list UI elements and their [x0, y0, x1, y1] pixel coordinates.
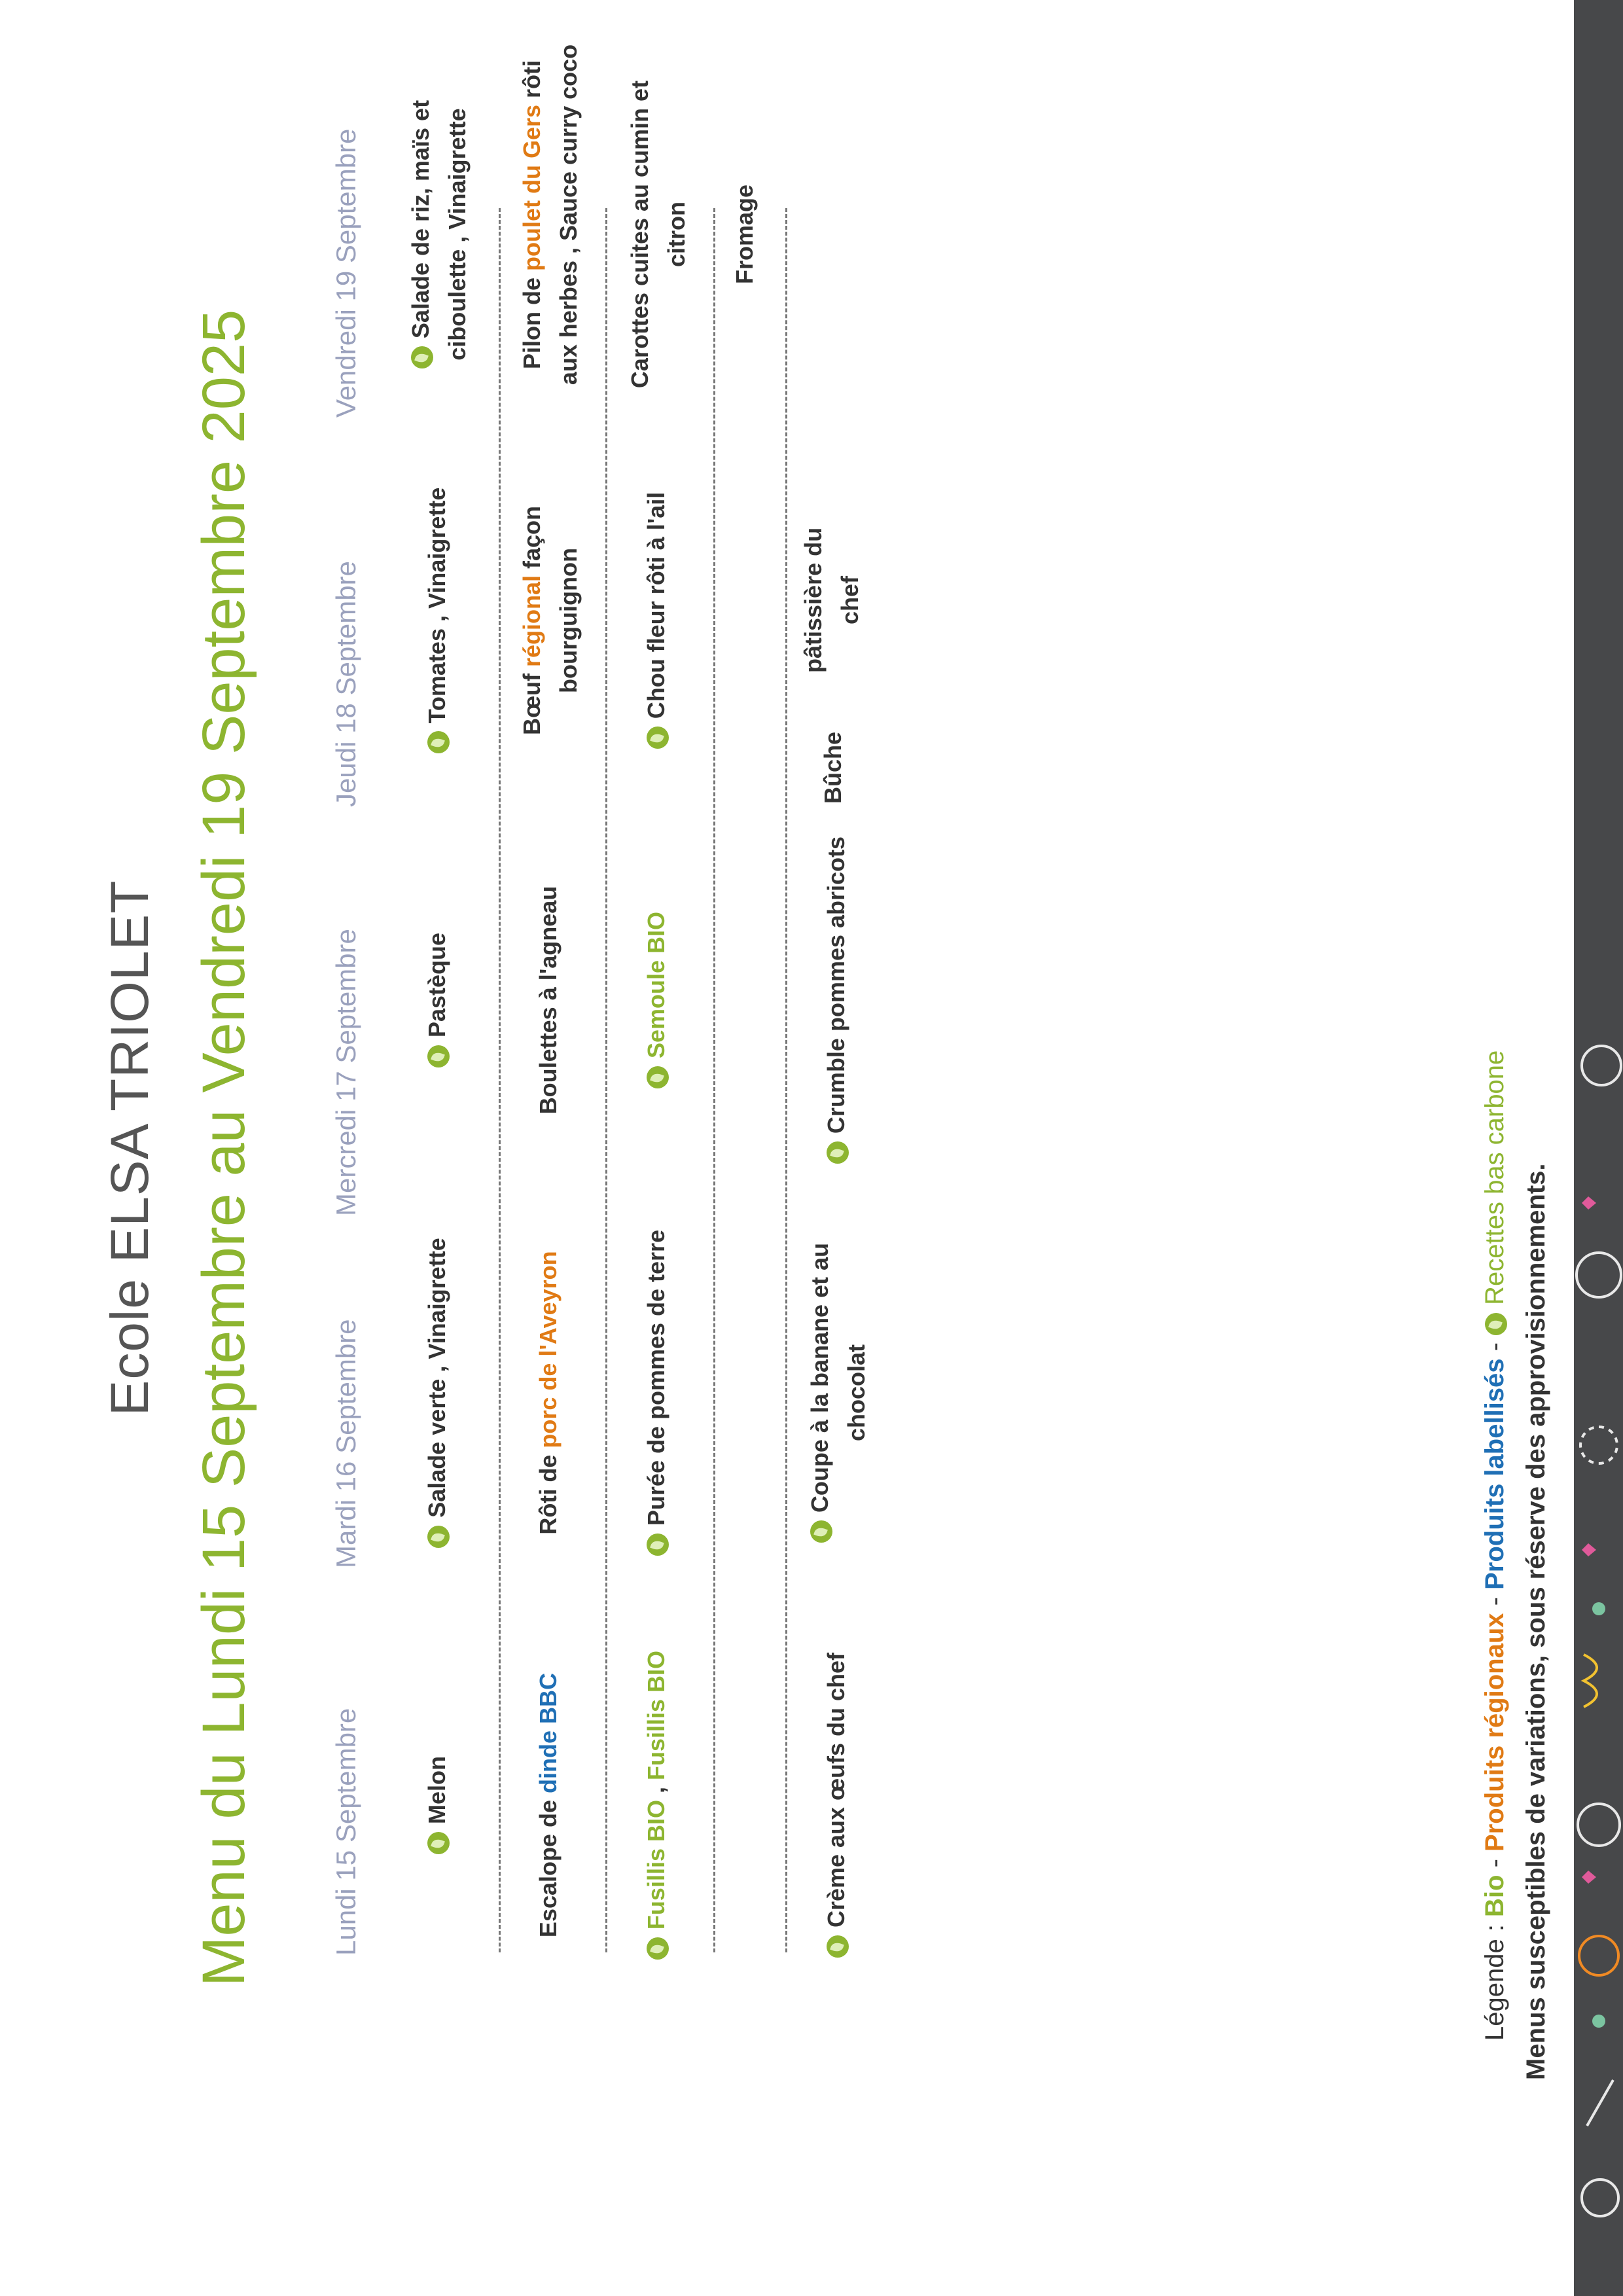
mardi-dessert: Coupe à la banane et au chocolat	[802, 1210, 875, 1576]
vegetable-icon	[1582, 1046, 1621, 1085]
low-carbon-icon	[427, 1832, 450, 1854]
lundi-entree: Melon	[419, 1622, 455, 1988]
row-divider	[713, 208, 715, 1952]
heart-icon	[1582, 1543, 1596, 1556]
low-carbon-icon	[827, 1935, 849, 1958]
flower-icon	[1592, 2015, 1605, 2028]
decorative-banner	[1574, 0, 1623, 2296]
mercredi-dessert: Crumble pommes abricots	[818, 817, 855, 1183]
lundi-accompagnement: Fusillis BIO , Fusillis BIO	[638, 1622, 675, 1988]
lundi-plat: Escalope de dinde BBC	[535, 1672, 562, 1938]
flower-icon	[1592, 1602, 1605, 1615]
row-divider	[499, 208, 501, 1952]
low-carbon-icon	[647, 1937, 669, 1960]
low-carbon-icon	[1485, 1313, 1507, 1335]
heart-icon	[1582, 1196, 1596, 1210]
vendredi-fromage: Fromage	[731, 184, 758, 285]
vendredi-plat: Pilon de poulet du Gers rôti aux herbes , Sauce curry coco	[518, 44, 582, 386]
low-carbon-icon	[427, 731, 450, 753]
school-name: ELSA TRIOLET	[100, 880, 160, 1263]
low-carbon-icon	[427, 1045, 450, 1067]
disclaimer: Menus susceptibles de variations, sous réserve des approvisionnements.	[1522, 1163, 1550, 2080]
day-header-lundi: Lundi 15 Septembre	[330, 1708, 361, 1956]
school-prefix: Ecole	[100, 1263, 160, 1416]
mardi-plat: Rôti de porc de l'Aveyron	[535, 1251, 562, 1535]
vendredi-accompagnement: Carottes cuites au cumin et citron	[626, 80, 690, 389]
cake-icon	[1578, 1804, 1620, 1846]
cheese-icon	[1579, 1936, 1618, 1975]
jeudi-accompagnement: Chou fleur rôti à l'ail	[638, 437, 675, 804]
mardi-accompagnement: Purée de pommes de terre	[638, 1210, 675, 1576]
low-carbon-icon	[647, 726, 669, 749]
jeudi-plat: Bœuf régional façon bourguignon	[518, 506, 582, 736]
plane-icon	[1580, 1427, 1617, 1463]
low-carbon-icon	[827, 1141, 849, 1164]
low-carbon-icon	[810, 1520, 832, 1543]
pencil-icon	[1582, 2179, 1618, 2216]
day-header-mercredi: Mercredi 17 Septembre	[330, 929, 361, 1216]
lundi-dessert: Crème aux œufs du chef	[818, 1622, 855, 1988]
mercredi-accompagnement: Semoule BIO	[638, 817, 675, 1183]
legend: Légende : Bio - Produits régionaux - Produits labellisés - Recettes bas carbone	[1480, 1050, 1509, 2041]
mercredi-entree: Pastèque	[419, 817, 455, 1183]
apple-icon	[1577, 1253, 1621, 1297]
mardi-entree: Salade verte , Vinaigrette	[419, 1210, 455, 1576]
vendredi-entree: Salade de riz, maïs et ciboulette , Vinaigrette	[402, 51, 476, 418]
jeudi-dessert: Bûchepâtissière du chef	[800, 527, 863, 804]
day-header-mardi: Mardi 16 Septembre	[330, 1319, 361, 1568]
day-header-vendredi: Vendredi 19 Septembre	[330, 128, 361, 418]
row-divider	[785, 208, 787, 1952]
doodle-strip	[1574, 0, 1623, 2296]
heart-icon	[1582, 1871, 1596, 1884]
low-carbon-icon	[427, 1526, 450, 1548]
school-title	[99, 0, 161, 2296]
low-carbon-icon	[647, 1534, 669, 1556]
jeudi-entree: Tomates , Vinaigrette	[419, 437, 455, 804]
row-divider	[605, 208, 607, 1952]
low-carbon-icon	[647, 1066, 669, 1088]
mercredi-plat: Boulettes à l'agneau	[535, 886, 562, 1115]
day-header-jeudi: Jeudi 18 Septembre	[330, 561, 361, 807]
low-carbon-icon	[411, 346, 433, 368]
menu-title: Menu du Lundi 15 Septembre au Vendredi 19 Septembre 2025	[190, 309, 257, 1987]
